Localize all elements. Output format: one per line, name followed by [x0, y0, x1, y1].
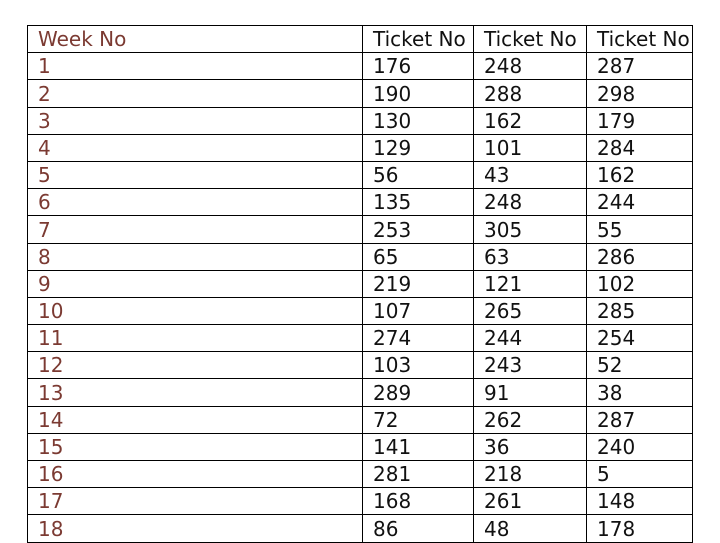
week-cell: 6: [28, 189, 363, 216]
table-row: [28, 325, 693, 352]
ticket-table: [27, 25, 693, 543]
ticket-2-cell: 265: [474, 297, 587, 324]
header-row: [28, 26, 693, 53]
table-row: [28, 433, 693, 460]
ticket-1-cell: 135: [363, 189, 474, 216]
ticket-1-cell: 168: [363, 488, 474, 515]
table-row: [28, 243, 693, 270]
ticket-2-cell: 43: [474, 161, 587, 188]
ticket-3-cell: 287: [587, 53, 693, 80]
week-cell: 17: [28, 488, 363, 515]
ticket-1-cell: 56: [363, 161, 474, 188]
ticket-2-cell: 248: [474, 53, 587, 80]
table-row: [28, 270, 693, 297]
ticket-3-cell: 5: [587, 461, 693, 488]
week-cell: 9: [28, 270, 363, 297]
ticket-2-cell: 305: [474, 216, 587, 243]
table-row: [28, 216, 693, 243]
week-cell: 5: [28, 161, 363, 188]
ticket-2-cell: 48: [474, 515, 587, 542]
ticket-3-cell: 52: [587, 352, 693, 379]
table-row: [28, 488, 693, 515]
ticket-3-cell: 254: [587, 325, 693, 352]
week-cell: 8: [28, 243, 363, 270]
table-row: [28, 161, 693, 188]
ticket-1-cell: 86: [363, 515, 474, 542]
ticket-1-cell: 253: [363, 216, 474, 243]
table-row: [28, 406, 693, 433]
ticket-2-cell: 248: [474, 189, 587, 216]
week-cell: 10: [28, 297, 363, 324]
ticket-1-cell: 176: [363, 53, 474, 80]
ticket-2-cell: 101: [474, 134, 587, 161]
ticket-2-cell: 36: [474, 433, 587, 460]
ticket-1-cell: 103: [363, 352, 474, 379]
week-cell: 16: [28, 461, 363, 488]
ticket-3-cell: 298: [587, 80, 693, 107]
week-cell: 2: [28, 80, 363, 107]
ticket-2-cell: 91: [474, 379, 587, 406]
week-cell: 15: [28, 433, 363, 460]
ticket-2-cell: 243: [474, 352, 587, 379]
ticket-3-cell: 287: [587, 406, 693, 433]
table-row: [28, 461, 693, 488]
table-row: [28, 107, 693, 134]
header-ticket-no-1: Ticket No: [363, 26, 474, 53]
week-cell: 3: [28, 107, 363, 134]
ticket-1-cell: 281: [363, 461, 474, 488]
ticket-3-cell: 284: [587, 134, 693, 161]
ticket-2-cell: 218: [474, 461, 587, 488]
week-cell: 12: [28, 352, 363, 379]
week-cell: 4: [28, 134, 363, 161]
ticket-1-cell: 107: [363, 297, 474, 324]
ticket-1-cell: 274: [363, 325, 474, 352]
table-row: [28, 189, 693, 216]
table-row: [28, 134, 693, 161]
ticket-1-cell: 65: [363, 243, 474, 270]
ticket-2-cell: 121: [474, 270, 587, 297]
ticket-2-cell: 244: [474, 325, 587, 352]
ticket-3-cell: 244: [587, 189, 693, 216]
ticket-3-cell: 240: [587, 433, 693, 460]
table-row: [28, 80, 693, 107]
ticket-3-cell: 38: [587, 379, 693, 406]
week-cell: 14: [28, 406, 363, 433]
week-cell: 1: [28, 53, 363, 80]
week-cell: 18: [28, 515, 363, 542]
ticket-2-cell: 288: [474, 80, 587, 107]
ticket-3-cell: 162: [587, 161, 693, 188]
ticket-1-cell: 129: [363, 134, 474, 161]
header-week-no: Week No: [28, 26, 363, 53]
table-row: [28, 352, 693, 379]
week-cell: 7: [28, 216, 363, 243]
header-ticket-no-2: Ticket No: [474, 26, 587, 53]
table-row: [28, 515, 693, 542]
ticket-3-cell: 178: [587, 515, 693, 542]
ticket-3-cell: 285: [587, 297, 693, 324]
week-cell: 13: [28, 379, 363, 406]
ticket-3-cell: 55: [587, 216, 693, 243]
ticket-2-cell: 261: [474, 488, 587, 515]
table-row: [28, 379, 693, 406]
ticket-2-cell: 162: [474, 107, 587, 134]
ticket-3-cell: 179: [587, 107, 693, 134]
ticket-2-cell: 262: [474, 406, 587, 433]
week-cell: 11: [28, 325, 363, 352]
ticket-1-cell: 130: [363, 107, 474, 134]
ticket-1-cell: 141: [363, 433, 474, 460]
table-row: [28, 297, 693, 324]
ticket-2-cell: 63: [474, 243, 587, 270]
table-row: [28, 53, 693, 80]
ticket-3-cell: 102: [587, 270, 693, 297]
ticket-3-cell: 286: [587, 243, 693, 270]
header-ticket-no-3: Ticket No: [587, 26, 693, 53]
ticket-1-cell: 289: [363, 379, 474, 406]
table-body: [28, 26, 693, 543]
ticket-3-cell: 148: [587, 488, 693, 515]
ticket-1-cell: 219: [363, 270, 474, 297]
ticket-1-cell: 72: [363, 406, 474, 433]
ticket-1-cell: 190: [363, 80, 474, 107]
